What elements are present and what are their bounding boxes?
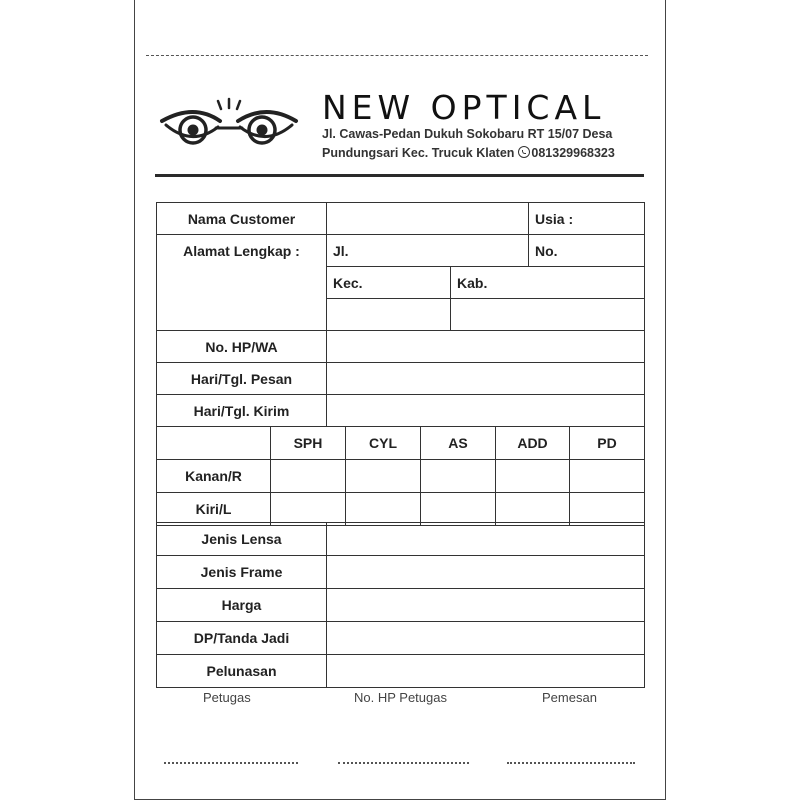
field-tgl-pesan[interactable] — [327, 363, 645, 395]
field-usia[interactable]: Usia : — [529, 203, 645, 235]
field-alamat-extra-2[interactable] — [451, 299, 645, 331]
rx-kanan-sph[interactable] — [271, 460, 346, 493]
rx-kiri-add[interactable] — [496, 493, 570, 526]
customer-info-table — [156, 202, 645, 427]
whatsapp-icon — [518, 146, 530, 158]
field-kabupaten[interactable]: Kab. — [451, 267, 645, 299]
field-nomor[interactable]: No. — [529, 235, 645, 267]
order-details-table — [156, 522, 645, 688]
label-tgl-kirim: Hari/Tgl. Kirim — [157, 395, 327, 427]
address-line-2-text: Pundungsari Kec. Trucuk Klaten — [322, 146, 515, 160]
field-pelunasan[interactable] — [327, 655, 645, 688]
rx-row-kiri: Kiri/L — [157, 493, 271, 526]
field-dp[interactable] — [327, 622, 645, 655]
field-jalan[interactable]: Jl. — [327, 235, 529, 267]
label-pelunasan: Pelunasan — [157, 655, 327, 688]
rx-header-sph: SPH — [271, 427, 346, 460]
field-jenis-frame[interactable] — [327, 556, 645, 589]
rx-kanan-pd[interactable] — [570, 460, 645, 493]
rx-row-kanan: Kanan/R — [157, 460, 271, 493]
rx-kanan-add[interactable] — [496, 460, 570, 493]
phone-number: 081329968323 — [531, 146, 615, 160]
rx-header-add: ADD — [496, 427, 570, 460]
label-nama-customer: Nama Customer — [157, 203, 327, 235]
signature-line-petugas[interactable] — [164, 762, 298, 764]
label-jenis-lensa: Jenis Lensa — [157, 523, 327, 556]
field-no-hp[interactable] — [327, 331, 645, 363]
rx-header-pd: PD — [570, 427, 645, 460]
rx-header-as: AS — [421, 427, 496, 460]
field-jenis-lensa[interactable] — [327, 523, 645, 556]
label-jenis-frame: Jenis Frame — [157, 556, 327, 589]
prescription-table — [156, 426, 645, 526]
field-kecamatan[interactable]: Kec. — [327, 267, 451, 299]
signature-label-petugas: Petugas — [203, 690, 251, 705]
header-rule — [155, 174, 644, 177]
rx-kiri-cyl[interactable] — [346, 493, 421, 526]
signature-label-pemesan: Pemesan — [542, 690, 597, 705]
field-harga[interactable] — [327, 589, 645, 622]
label-harga: Harga — [157, 589, 327, 622]
eyes-logo-icon — [158, 95, 300, 157]
address-line-1: Jl. Cawas-Pedan Dukuh Sokobaru RT 15/07 Desa — [322, 127, 613, 141]
rx-kiri-as[interactable] — [421, 493, 496, 526]
label-dp: DP/Tanda Jadi — [157, 622, 327, 655]
tear-off-line — [146, 55, 648, 56]
rx-corner — [157, 427, 271, 460]
brand-name: NEW OPTICAL — [322, 88, 606, 127]
signature-line-pemesan[interactable] — [507, 762, 635, 764]
field-nama-customer[interactable] — [327, 203, 529, 235]
label-alamat: Alamat Lengkap : — [157, 235, 327, 331]
rx-kanan-cyl[interactable] — [346, 460, 421, 493]
label-tgl-pesan: Hari/Tgl. Pesan — [157, 363, 327, 395]
field-tgl-kirim[interactable] — [327, 395, 645, 427]
rx-header-cyl: CYL — [346, 427, 421, 460]
field-alamat-extra-1[interactable] — [327, 299, 451, 331]
signature-label-no-hp-petugas: No. HP Petugas — [354, 690, 447, 705]
rx-kanan-as[interactable] — [421, 460, 496, 493]
rx-kiri-pd[interactable] — [570, 493, 645, 526]
rx-kiri-sph[interactable] — [271, 493, 346, 526]
address-line-2 — [322, 146, 615, 160]
label-no-hp: No. HP/WA — [157, 331, 327, 363]
signature-line-no-hp-petugas[interactable] — [338, 762, 469, 764]
